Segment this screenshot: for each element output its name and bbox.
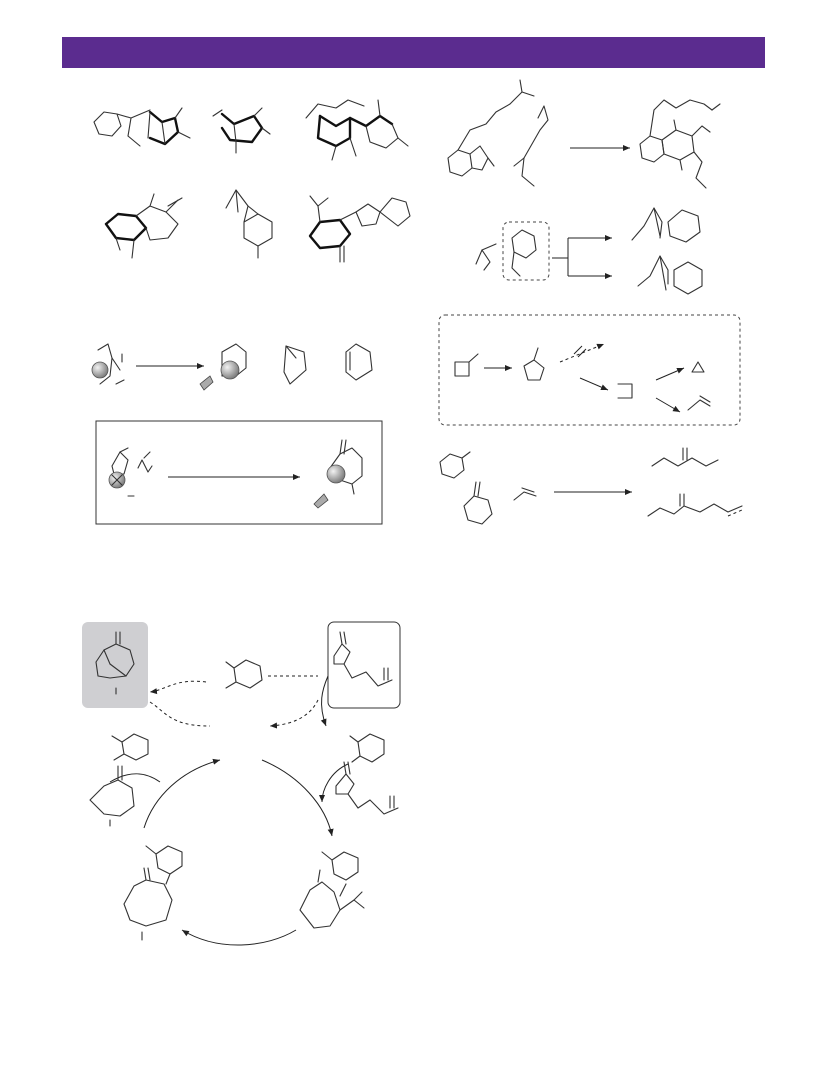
panel-c-scheme [439, 80, 742, 524]
structure-a6 [310, 196, 410, 262]
structure-a2 [213, 108, 270, 153]
cycle-substrate [334, 632, 392, 686]
bridge-product [200, 344, 246, 390]
structure-a3 [306, 100, 408, 160]
intermediate-bottom-right [300, 852, 364, 928]
structure-a5 [226, 190, 272, 258]
intermediate-top-left [90, 734, 148, 826]
cycle-product-highlight [82, 622, 148, 708]
intermediate-bottom-left [124, 846, 182, 940]
c4-start [440, 452, 536, 524]
c3-mechanism [455, 344, 710, 412]
c1-start [448, 80, 548, 186]
panel-b-scheme [92, 344, 382, 524]
c4-product-1 [652, 448, 718, 466]
boxed-product [314, 440, 362, 508]
bicycle-2 [346, 344, 372, 380]
structure-a1 [94, 108, 190, 146]
intermediate-top-right [336, 734, 398, 814]
bicycle-1 [284, 346, 306, 384]
boxed-start [109, 448, 152, 496]
c2-product-1 [632, 208, 700, 242]
panel-a-structures [94, 100, 410, 262]
c4-product-2 [648, 494, 742, 516]
c3-dashed-box [439, 315, 740, 425]
structure-a4 [106, 194, 182, 258]
c2-product-2 [638, 256, 702, 294]
cycle-catalyst [226, 660, 262, 688]
cycle-substrate-box [328, 622, 400, 708]
bridge-start [92, 344, 124, 384]
panel-d-cycle [82, 622, 400, 945]
c2-start [476, 230, 536, 276]
c1-product [640, 100, 720, 188]
c2-dashed-box [503, 222, 549, 280]
